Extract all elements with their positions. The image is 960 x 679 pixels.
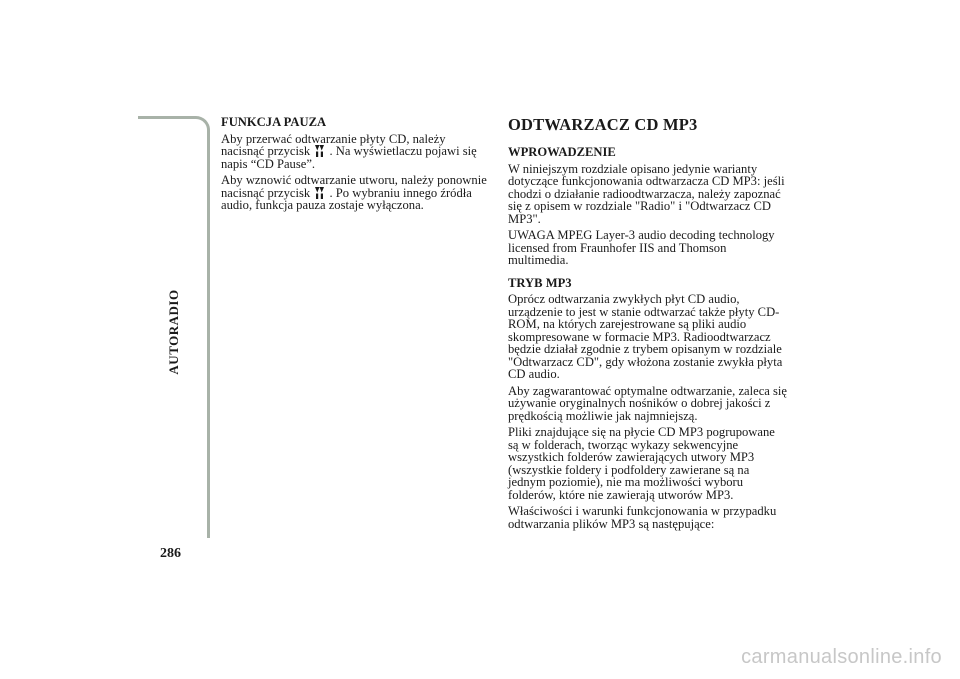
intro-paragraph: W niniejszym rozdziale opisano jedynie warianty dotyczące funkcjonowania odtwarzacza CD MP3: jeśli chodzi o działanie radioodtwarzacza, należy zapoznać się z opisem w rozdziale "Radio" i "Odtwarzacz CD MP3". bbox=[508, 161, 785, 226]
page-number: 286 bbox=[160, 546, 181, 561]
mp3-paragraph: Pliki znajdujące się na płycie CD MP3 pogrupowane są w folderach, tworząc wykazy sekwencyjne wszystkich folderów zawierających utwory MP3 (wszystkie foldery i podfoldery zawierane są na jednym poziomie), nie ma możliwości wyboru folderów, które nie zawierają utworów MP3. bbox=[508, 425, 775, 502]
paragraph-text: . Po wybraniu innego źródła audio, funkcja pauza zostaje wyłączona. bbox=[221, 185, 472, 212]
section-heading-intro: WPROWADZENIE bbox=[508, 145, 616, 159]
right-column bbox=[508, 116, 788, 534]
paragraph-pause-1 bbox=[221, 133, 489, 171]
paragraph-text: Aby przerwać odtwarzanie płyty CD, należy nacisnąć przycisk bbox=[221, 131, 446, 158]
mp3-paragraph: Właściwości i warunki funkcjonowania w przypadku odtwarzania plików MP3 są następujące: bbox=[508, 504, 777, 531]
chapter-title: ODTWARZACZ CD MP3 bbox=[508, 115, 698, 134]
section-heading-pause: FUNKCJA PAUZA bbox=[221, 115, 327, 129]
mp3-paragraph: Oprócz odtwarzania zwykłych płyt CD audio, urządzenie to jest w stanie odtwarzać także płyty CD-ROM, na których zarejestrowane są pliki audio skompresowane w formacie MP3. Radioodtwarzacz będzie działał zgodnie z trybem opisanym w rozdziale "Odtwarzacz CD", gdy włożona zostanie zwykła płyta CD audio. bbox=[508, 292, 783, 381]
play-pause-key-icon bbox=[314, 187, 325, 199]
paragraph-text: . Na wyświetlaczu pojawi się napis “CD Pause”. bbox=[221, 144, 477, 171]
chapter-side-label: AUTORADIO bbox=[166, 289, 181, 375]
section-heading-mp3-mode: TRYB MP3 bbox=[508, 275, 572, 290]
intro-paragraph: UWAGA MPEG Layer-3 audio decoding technology licensed from Fraunhofer IIS and Thomson multimedia. bbox=[508, 228, 775, 267]
paragraph-text: Aby wznowić odtwarzanie utworu, należy ponownie nacisnąć przycisk bbox=[221, 173, 487, 200]
left-column bbox=[221, 116, 489, 216]
paragraph-pause-2 bbox=[221, 174, 489, 212]
mp3-paragraph: Aby zagwarantować optymalne odtwarzanie, zaleca się używanie oryginalnych nośników o dobrej jakości z prędkością możliwie jak najmniejszą. bbox=[508, 383, 788, 423]
play-pause-key-icon bbox=[314, 145, 325, 157]
watermark: carmanualsonline.info bbox=[741, 646, 942, 668]
